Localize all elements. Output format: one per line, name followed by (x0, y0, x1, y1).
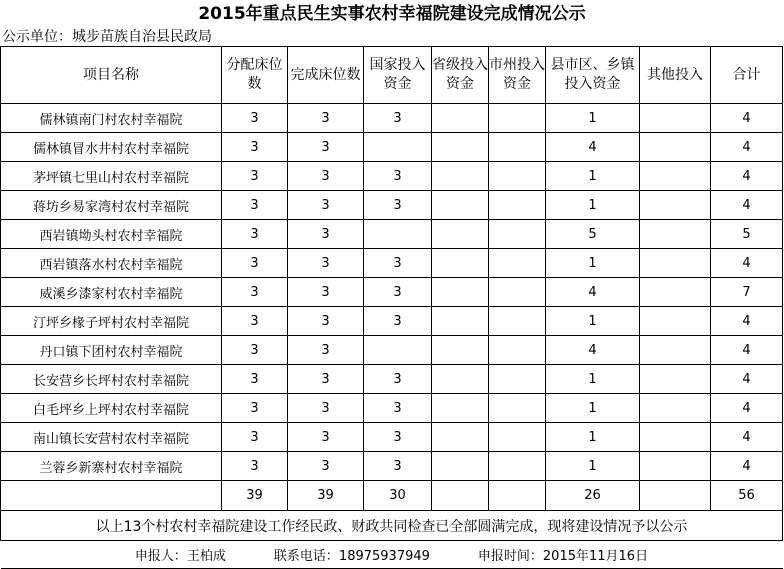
national-fund-cell[interactable]: 3 (364, 307, 432, 336)
footer-row (1, 541, 783, 569)
allocated-beds-cell[interactable]: 3 (222, 133, 288, 162)
provincial-fund-cell[interactable] (432, 452, 489, 481)
city-fund-cell[interactable] (489, 162, 546, 191)
county-fund-cell[interactable]: 4 (546, 133, 640, 162)
total-cell[interactable]: 5 (711, 220, 783, 249)
completed-beds-cell[interactable]: 3 (288, 162, 364, 191)
allocated-beds-cell[interactable]: 3 (222, 307, 288, 336)
other-fund-cell[interactable] (640, 104, 711, 133)
city-fund-cell[interactable] (489, 307, 546, 336)
city-fund-cell[interactable] (489, 220, 546, 249)
note-row (1, 511, 783, 541)
total-cell[interactable]: 4 (711, 133, 783, 162)
table-row (1, 220, 783, 249)
project-name-cell[interactable]: 西岩镇坳头村农村幸福院 (1, 220, 222, 249)
project-name-cell[interactable]: 长安营乡长坪村农村幸福院 (1, 365, 222, 394)
completed-beds-cell[interactable]: 3 (288, 278, 364, 307)
other-fund-cell[interactable] (640, 423, 711, 452)
city-fund-cell[interactable] (489, 249, 546, 278)
city-fund-cell[interactable] (489, 133, 546, 162)
project-name-cell[interactable]: 儒林镇冒水井村农村幸福院 (1, 133, 222, 162)
allocated-beds-cell[interactable]: 3 (222, 191, 288, 220)
table-row (1, 249, 783, 278)
project-name-cell[interactable]: 兰蓉乡新寨村农村幸福院 (1, 452, 222, 481)
project-name-cell[interactable]: 西岩镇落水村农村幸福院 (1, 249, 222, 278)
other-fund-cell[interactable] (640, 220, 711, 249)
page-title: 2015年重点民生实事农村幸福院建设完成情况公示 (198, 4, 586, 24)
national-fund-cell[interactable]: 3 (364, 249, 432, 278)
county-fund-cell[interactable]: 1 (546, 104, 640, 133)
header-cell[interactable]: 完成床位数 (288, 47, 364, 104)
county-fund-cell[interactable]: 26 (546, 481, 640, 511)
table-row (1, 423, 783, 452)
provincial-fund-cell[interactable] (432, 249, 489, 278)
national-fund-cell[interactable] (364, 133, 432, 162)
national-fund-cell[interactable]: 3 (364, 394, 432, 423)
city-fund-cell[interactable] (489, 104, 546, 133)
total-cell[interactable]: 4 (711, 104, 783, 133)
national-fund-cell[interactable]: 3 (364, 162, 432, 191)
footer-cell[interactable] (1, 541, 783, 569)
header-cell[interactable]: 合计 (711, 47, 783, 104)
provincial-fund-cell[interactable] (432, 336, 489, 365)
header-cell[interactable]: 省级投入资金 (432, 47, 489, 104)
allocated-beds-cell[interactable]: 3 (222, 104, 288, 133)
county-fund-cell[interactable]: 1 (546, 452, 640, 481)
national-fund-cell[interactable]: 3 (364, 423, 432, 452)
national-fund-cell[interactable]: 30 (364, 481, 432, 511)
total-cell[interactable]: 4 (711, 394, 783, 423)
allocated-beds-cell[interactable]: 3 (222, 394, 288, 423)
project-name-cell[interactable]: 儒林镇南门村农村幸福院 (1, 104, 222, 133)
national-fund-cell[interactable]: 3 (364, 191, 432, 220)
date-text: 申报时间：2015年11月16日 (477, 549, 649, 564)
national-fund-cell[interactable]: 3 (364, 365, 432, 394)
reporter-text: 申报人：王柏成 (134, 549, 226, 564)
project-name-cell[interactable]: 蒋坊乡易家湾村农村幸福院 (1, 191, 222, 220)
table-row (1, 133, 783, 162)
project-name-cell[interactable]: 丹口镇下团村农村幸福院 (1, 336, 222, 365)
project-name-cell[interactable]: 茅坪镇七里山村农村幸福院 (1, 162, 222, 191)
completed-beds-cell[interactable]: 3 (288, 220, 364, 249)
other-fund-cell[interactable] (640, 452, 711, 481)
total-cell[interactable]: 4 (711, 307, 783, 336)
county-fund-cell[interactable]: 1 (546, 423, 640, 452)
city-fund-cell[interactable] (489, 191, 546, 220)
provincial-fund-cell[interactable] (432, 220, 489, 249)
header-row (1, 47, 783, 104)
provincial-fund-cell[interactable] (432, 307, 489, 336)
allocated-beds-cell[interactable]: 3 (222, 278, 288, 307)
city-fund-cell[interactable] (489, 481, 546, 511)
provincial-fund-cell[interactable] (432, 394, 489, 423)
project-name-cell[interactable] (1, 481, 222, 511)
allocated-beds-cell[interactable]: 39 (222, 481, 288, 511)
national-fund-cell[interactable] (364, 220, 432, 249)
other-fund-cell[interactable] (640, 191, 711, 220)
completed-beds-cell[interactable]: 3 (288, 336, 364, 365)
other-fund-cell[interactable] (640, 162, 711, 191)
allocated-beds-cell[interactable]: 3 (222, 365, 288, 394)
provincial-fund-cell[interactable] (432, 365, 489, 394)
other-fund-cell[interactable] (640, 394, 711, 423)
other-fund-cell[interactable] (640, 249, 711, 278)
table-row (1, 365, 783, 394)
completed-beds-cell[interactable]: 3 (288, 423, 364, 452)
county-fund-cell[interactable]: 4 (546, 278, 640, 307)
total-cell[interactable]: 4 (711, 249, 783, 278)
completed-beds-cell[interactable]: 3 (288, 452, 364, 481)
publishing-unit: 公示单位：城步苗族自治县民政局 (2, 29, 212, 45)
county-fund-cell[interactable]: 1 (546, 162, 640, 191)
provincial-fund-cell[interactable] (432, 191, 489, 220)
allocated-beds-cell[interactable]: 3 (222, 162, 288, 191)
table-row (1, 278, 783, 307)
total-cell[interactable]: 7 (711, 278, 783, 307)
header-cell[interactable]: 县市区、乡镇投入资金 (546, 47, 640, 104)
completed-beds-cell[interactable]: 3 (288, 104, 364, 133)
county-fund-cell[interactable]: 1 (546, 365, 640, 394)
other-fund-cell[interactable] (640, 133, 711, 162)
total-cell[interactable]: 4 (711, 423, 783, 452)
completed-beds-cell[interactable]: 3 (288, 365, 364, 394)
total-cell[interactable]: 4 (711, 336, 783, 365)
other-fund-cell[interactable] (640, 365, 711, 394)
other-fund-cell[interactable] (640, 307, 711, 336)
allocated-beds-cell[interactable]: 3 (222, 452, 288, 481)
provincial-fund-cell[interactable] (432, 423, 489, 452)
project-name-cell[interactable]: 南山镇长安营村农村幸福院 (1, 423, 222, 452)
header-cell[interactable]: 其他投入 (640, 47, 711, 104)
completed-beds-cell[interactable]: 3 (288, 307, 364, 336)
table-row (1, 336, 783, 365)
completed-beds-cell[interactable]: 39 (288, 481, 364, 511)
other-fund-cell[interactable] (640, 481, 711, 511)
provincial-fund-cell[interactable] (432, 104, 489, 133)
footer-info (1, 545, 783, 564)
city-fund-cell[interactable] (489, 423, 546, 452)
completed-beds-cell[interactable]: 3 (288, 249, 364, 278)
national-fund-cell[interactable]: 3 (364, 278, 432, 307)
completed-beds-cell[interactable]: 3 (288, 191, 364, 220)
national-fund-cell[interactable]: 3 (364, 104, 432, 133)
table-row (1, 307, 783, 336)
county-fund-cell[interactable]: 1 (546, 307, 640, 336)
table-row (1, 452, 783, 481)
total-cell[interactable]: 4 (711, 365, 783, 394)
total-cell[interactable]: 4 (711, 452, 783, 481)
provincial-fund-cell[interactable] (432, 278, 489, 307)
county-fund-cell[interactable]: 4 (546, 336, 640, 365)
totals-row (1, 481, 783, 511)
header-cell[interactable]: 项目名称 (1, 47, 222, 104)
provincial-fund-cell[interactable] (432, 133, 489, 162)
allocated-beds-cell[interactable]: 3 (222, 336, 288, 365)
city-fund-cell[interactable] (489, 365, 546, 394)
completed-beds-cell[interactable]: 3 (288, 394, 364, 423)
completed-beds-cell[interactable]: 3 (288, 133, 364, 162)
allocated-beds-cell[interactable]: 3 (222, 249, 288, 278)
allocated-beds-cell[interactable]: 3 (222, 220, 288, 249)
note-text[interactable]: 以上13个村农村幸福院建设工作经民政、财政共同检查已全部圆满完成，现将建设情况予以公示 (1, 511, 783, 541)
city-fund-cell[interactable] (489, 452, 546, 481)
project-name-cell[interactable]: 白毛坪乡上坪村农村幸福院 (1, 394, 222, 423)
county-fund-cell[interactable]: 5 (546, 220, 640, 249)
header-cell[interactable]: 市州投入资金 (489, 47, 546, 104)
total-cell[interactable]: 56 (711, 481, 783, 511)
allocated-beds-cell[interactable]: 3 (222, 423, 288, 452)
national-fund-cell[interactable]: 3 (364, 452, 432, 481)
project-name-cell[interactable]: 汀坪乡椽子坪村农村幸福院 (1, 307, 222, 336)
header-cell[interactable]: 分配床位数 (222, 47, 288, 104)
table-row (1, 162, 783, 191)
county-fund-cell[interactable]: 1 (546, 249, 640, 278)
city-fund-cell[interactable] (489, 278, 546, 307)
other-fund-cell[interactable] (640, 278, 711, 307)
other-fund-cell[interactable] (640, 336, 711, 365)
total-cell[interactable]: 4 (711, 162, 783, 191)
provincial-fund-cell[interactable] (432, 481, 489, 511)
provincial-fund-cell[interactable] (432, 162, 489, 191)
national-fund-cell[interactable] (364, 336, 432, 365)
project-name-cell[interactable]: 威溪乡漆家村农村幸福院 (1, 278, 222, 307)
header-cell[interactable]: 国家投入资金 (364, 47, 432, 104)
city-fund-cell[interactable] (489, 394, 546, 423)
summary-table (0, 46, 783, 569)
phone-text: 联系电话：18975937949 (273, 549, 430, 564)
table-row (1, 191, 783, 220)
table-row (1, 394, 783, 423)
table-row (1, 104, 783, 133)
county-fund-cell[interactable]: 1 (546, 394, 640, 423)
city-fund-cell[interactable] (489, 336, 546, 365)
county-fund-cell[interactable]: 1 (546, 191, 640, 220)
total-cell[interactable]: 4 (711, 191, 783, 220)
